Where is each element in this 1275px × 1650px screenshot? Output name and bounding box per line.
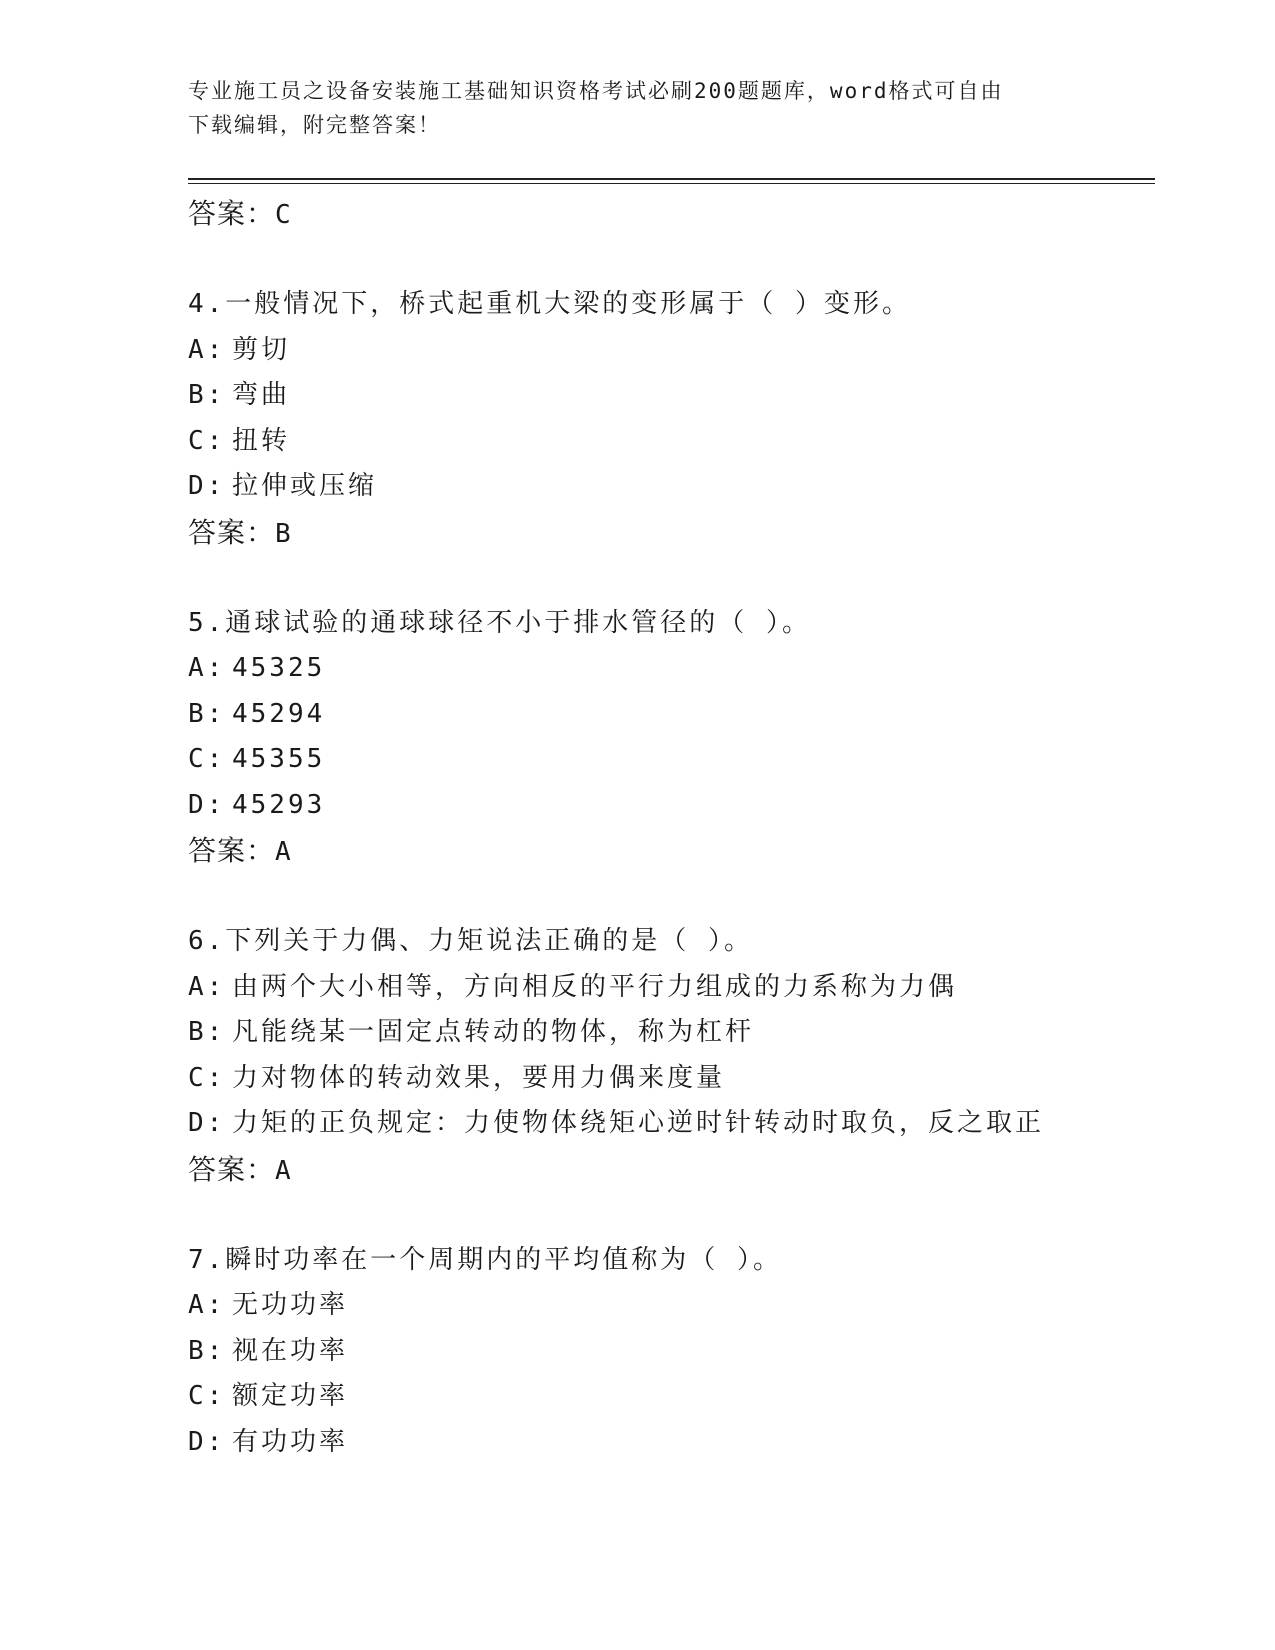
answer-prefix: 答案：	[188, 1152, 276, 1186]
option-text: 额定功率	[232, 1381, 349, 1411]
option-label: A:	[188, 1290, 226, 1320]
header-rule-thick	[188, 178, 1155, 180]
header-rule-thin	[188, 183, 1155, 184]
question-text: 4.一般情况下，桥式起重机大梁的变形属于（ ）变形。	[188, 289, 911, 319]
option-label: C:	[188, 1062, 226, 1093]
answer-value: B	[275, 518, 292, 549]
option-a	[188, 328, 1148, 374]
option-label: B:	[188, 698, 226, 729]
option-text: 无功功率	[232, 1290, 349, 1320]
document-header	[188, 74, 1088, 142]
option-label: D:	[188, 789, 226, 820]
option-a	[188, 1283, 1148, 1329]
option-text: 剪切	[232, 334, 291, 365]
option-text: 力对物体的转动效果，要用力偶来度量	[232, 1062, 726, 1093]
header-line-1: 专业施工员之设备安装施工基础知识资格考试必刷200题题库，word格式可自由	[188, 79, 1004, 103]
option-text: 45355	[232, 744, 326, 774]
spacer	[188, 237, 1148, 283]
option-label: D:	[188, 1426, 226, 1457]
option-label: D:	[188, 471, 226, 501]
option-text: 力矩的正负规定：力使物体绕矩心逆时针转动时取负，反之取正	[232, 1108, 1045, 1138]
option-d	[188, 1420, 1148, 1466]
option-label: C:	[188, 425, 226, 456]
option-text: 45325	[232, 653, 326, 683]
option-label: C:	[188, 744, 226, 774]
option-text: 45294	[232, 698, 326, 729]
option-a	[188, 646, 1148, 692]
question-text: 5.通球试验的通球球径不小于排水管径的（ ）。	[188, 607, 811, 638]
spacer	[188, 555, 1148, 601]
option-c	[188, 737, 1148, 783]
answer-value: C	[275, 200, 292, 230]
question-text: 6.下列关于力偶、力矩说法正确的是（ ）。	[188, 926, 753, 956]
option-label: B:	[188, 380, 226, 410]
spacer	[188, 1192, 1148, 1238]
option-text: 拉伸或压缩	[232, 471, 378, 501]
option-text: 弯曲	[232, 380, 291, 410]
option-label: B:	[188, 1017, 226, 1047]
option-c	[188, 1056, 1148, 1102]
answer-line	[188, 1147, 1148, 1193]
answer-line	[188, 828, 1148, 874]
question-block-7	[188, 1238, 1148, 1466]
option-text: 视在功率	[232, 1335, 349, 1366]
question-block-6	[188, 919, 1148, 1192]
option-text: 凡能绕某一固定点转动的物体，称为杠杆	[232, 1017, 755, 1047]
option-label: D:	[188, 1108, 226, 1138]
option-label: C:	[188, 1381, 226, 1411]
option-c	[188, 419, 1148, 465]
option-d	[188, 464, 1148, 510]
question-block-4	[188, 282, 1148, 555]
option-d	[188, 783, 1148, 829]
option-text: 由两个大小相等，方向相反的平行力组成的力系称为力偶	[232, 971, 958, 1002]
answer-value: A	[275, 1155, 292, 1186]
option-text: 45293	[232, 789, 326, 820]
option-a	[188, 965, 1148, 1011]
answer-line	[188, 510, 1148, 556]
spacer	[188, 874, 1148, 920]
question-content	[188, 191, 1148, 1465]
option-text: 有功功率	[232, 1426, 349, 1457]
header-line-2: 下载编辑，附完整答案！	[188, 113, 441, 137]
answer-prefix: 答案：	[188, 834, 276, 867]
option-d	[188, 1101, 1148, 1147]
option-label: A:	[188, 334, 226, 365]
answer-value: A	[275, 837, 292, 867]
option-label: A:	[188, 653, 226, 683]
option-c	[188, 1374, 1148, 1420]
option-b	[188, 1329, 1148, 1375]
answer-prefix: 答案：	[188, 197, 276, 230]
question-block-5	[188, 601, 1148, 874]
answer-line-prev	[188, 191, 1148, 237]
option-label: A:	[188, 971, 226, 1002]
question-text: 7.瞬时功率在一个周期内的平均值称为（ ）。	[188, 1244, 782, 1275]
option-b	[188, 1010, 1148, 1056]
option-label: B:	[188, 1335, 226, 1366]
option-b	[188, 692, 1148, 738]
option-text: 扭转	[232, 425, 291, 456]
option-b	[188, 373, 1148, 419]
answer-prefix: 答案：	[188, 515, 276, 549]
